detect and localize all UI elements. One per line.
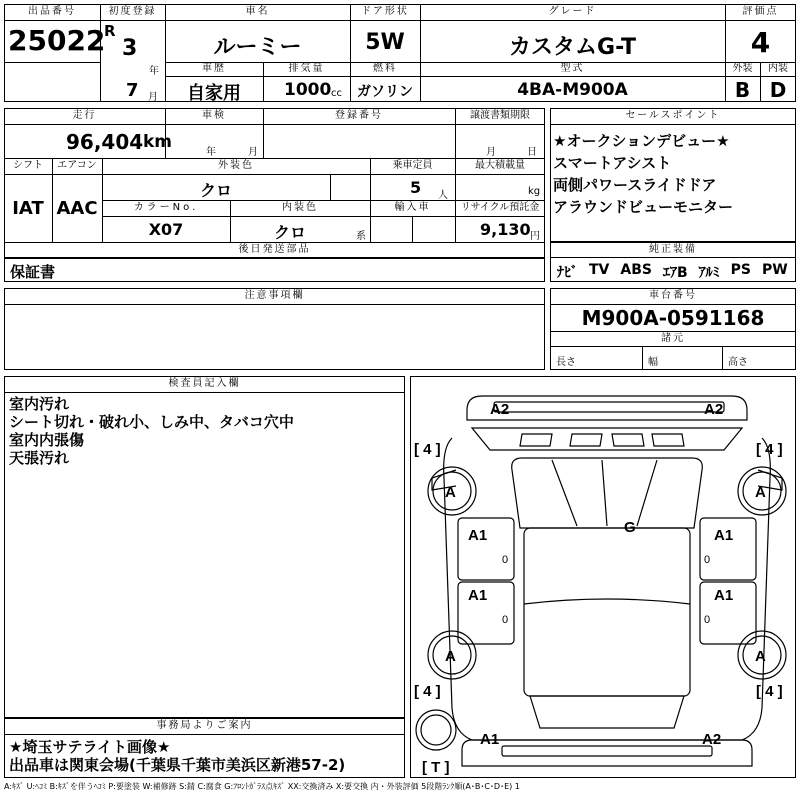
hood-outline [472, 428, 742, 450]
color-no: X07 [148, 220, 184, 239]
door-type: 5W [365, 30, 405, 55]
roof-outline [524, 528, 690, 696]
divider [725, 20, 796, 21]
fuel: ガソリン [357, 84, 413, 100]
ext-color: クロ [199, 181, 232, 200]
divider [4, 124, 545, 125]
int-color: クロ [273, 223, 306, 242]
car-damage-diagram [412, 378, 794, 778]
model-code: 4BA-M900A [517, 80, 628, 100]
notes-label: 注意事項欄 [244, 290, 305, 301]
damage-front-left: A2 [490, 401, 510, 418]
specs-label: 諸元 [661, 333, 685, 344]
sales-point: 両側パワースライドドア [553, 176, 717, 194]
shift-label: シフト [13, 160, 43, 171]
plate-label: 登録番号 [335, 110, 383, 121]
grade: カスタムG-T [509, 35, 636, 60]
divider [4, 62, 100, 63]
damage-rear-left: A1 [480, 731, 500, 748]
shift: IAT [12, 198, 44, 219]
divider [4, 20, 725, 21]
spare-tire-inner [421, 715, 451, 745]
sales-point: スマートアシスト [553, 154, 672, 172]
recycle-fee: 9,130 [480, 220, 531, 239]
ext-grade-label: 外装 [732, 63, 753, 74]
rear-plate-outline [502, 746, 712, 756]
windshield-outline [512, 458, 703, 528]
mileage-unit: km [143, 132, 173, 152]
divider [550, 257, 796, 258]
mileage-label: 走行 [72, 110, 97, 121]
hood-vents [520, 434, 684, 446]
fuel-label: 燃料 [373, 63, 397, 74]
door-rl-zero: 0 [502, 614, 509, 626]
divider [550, 124, 796, 125]
divider [412, 216, 413, 242]
damage-rear-right: A2 [702, 731, 722, 748]
seats: 5 [410, 178, 422, 197]
tire-depth-rr: [ 4 ] [756, 683, 783, 700]
damage-front-right: A2 [704, 401, 724, 418]
car-name: ルーミー [213, 35, 302, 60]
equipment-item: PS [730, 262, 751, 278]
door-label: ドア形状 [361, 6, 409, 17]
score: 4 [750, 26, 771, 59]
ext-grade: B [734, 78, 751, 102]
damage-tire-rl: A [445, 648, 456, 665]
spec-length-label: 長さ [556, 357, 576, 368]
inspection-month-unit: 月 [248, 147, 258, 158]
max-load-label: 最大積載量 [475, 160, 525, 171]
divider [102, 216, 545, 217]
equipment-item: ABS [620, 262, 652, 278]
inspector-notes [9, 395, 294, 467]
transfer-month-unit: 月 [486, 147, 496, 158]
divider [722, 346, 723, 370]
later-parts-label: 後日発送部品 [238, 244, 311, 255]
aircon: AAC [56, 198, 98, 219]
reg-year: 3 [122, 36, 138, 61]
equipment-item: TV [589, 262, 610, 278]
rear-window-outline [530, 696, 684, 728]
divider [4, 174, 545, 175]
divider [4, 392, 405, 393]
transfer-day-unit: 日 [527, 147, 537, 158]
divider [4, 304, 545, 305]
mileage: 96,404 [66, 130, 144, 154]
reg-year-unit: 年 [149, 66, 159, 77]
reg-month: 7 [126, 80, 139, 101]
chassis-number: M900A-0591168 [581, 306, 765, 330]
damage-tire-fl: A [445, 484, 456, 501]
reg-label: 初度登録 [108, 6, 157, 17]
inspector-label: 検査員記入欄 [168, 378, 241, 389]
int-color-unit: 系 [356, 231, 366, 242]
score-label: 評価点 [742, 6, 779, 17]
sales-point: アラウンドビューモニター [553, 198, 734, 216]
reg-era: R [104, 22, 116, 40]
inspection-label: 車検 [202, 110, 226, 121]
seats-unit: 人 [438, 190, 448, 201]
tire-depth-rl: [ 4 ] [414, 683, 441, 700]
divider [330, 174, 331, 200]
spec-height-label: 高さ [728, 357, 748, 368]
later-parts: 保証書 [10, 263, 56, 281]
divider [4, 734, 405, 735]
spec-width-label: 幅 [648, 357, 658, 368]
lot-number: 25022 [8, 24, 106, 57]
inspector-line: 室内汚れ [9, 395, 70, 413]
inspector-line: 天張汚れ [9, 449, 70, 467]
sales-points-list [553, 130, 733, 218]
grade-label: グレード [548, 6, 597, 17]
office-line: 出品車は関東会場(千葉県千葉市美浜区新港57-2) [9, 756, 346, 774]
tire-depth-fr: [ 4 ] [756, 441, 783, 458]
history: 自家用 [187, 83, 241, 104]
damage-door-fr: A1 [714, 527, 734, 544]
divider [550, 304, 796, 305]
recycle-label: リサイクル預託金 [460, 202, 540, 213]
inspector-line: 室内内張傷 [9, 431, 85, 449]
equipment-item: PW [762, 262, 788, 278]
damage-door-rl: A1 [468, 587, 488, 604]
lot-label: 出品番号 [28, 6, 76, 17]
sales-points-label: セールスポイント [625, 110, 721, 121]
import-label: 輸入車 [394, 202, 431, 213]
door-fr-zero: 0 [704, 554, 711, 566]
displacement-label: 排気量 [288, 63, 325, 74]
sales-point: ★オークションデビュー★ [553, 132, 730, 150]
damage-tire-fr: A [755, 484, 766, 501]
door-rr-zero: 0 [704, 614, 711, 626]
later-parts-box [4, 258, 545, 282]
divider [165, 76, 796, 77]
office-label: 事務局よりご案内 [156, 720, 253, 731]
damage-tire-rr: A [755, 648, 766, 665]
roof-line [524, 599, 690, 604]
car-name-label: 車名 [245, 6, 270, 17]
divider [642, 346, 643, 370]
transfer-label: 譲渡書類期限 [470, 110, 530, 121]
ext-color-label: 外装色 [218, 160, 254, 171]
model-label: 型式 [560, 63, 585, 74]
spare-tire-outline [416, 710, 456, 750]
tire-depth-fl: [ 4 ] [414, 441, 441, 458]
damage-door-fl: A1 [468, 527, 488, 544]
chassis-label: 車台番号 [649, 290, 697, 301]
equipment-list [557, 262, 788, 282]
int-grade: D [769, 78, 787, 102]
int-grade-label: 内装 [768, 63, 788, 74]
damage-roof: G [624, 519, 636, 536]
office-notice [9, 738, 345, 774]
door-fl-zero: 0 [502, 554, 509, 566]
displacement: 1000 [284, 80, 332, 100]
reg-month-unit: 月 [148, 92, 158, 103]
history-label: 車歴 [202, 63, 226, 74]
equipment-item: ｱﾙﾐ [698, 265, 720, 281]
damage-door-rr: A1 [714, 587, 734, 604]
damage-legend: A:ｷｽﾞ U:ﾍｺﾐ B:ｷｽﾞを伴うﾍｺﾐ P:要塗装 W:補修跡 S:錆 C:腐食 G:ﾌﾛﾝﾄｶﾞﾗｽ点ｷｽﾞ XX:交換済み X:要交換 内・外装評価 5段階ﾗﾝｸ順(A･B･C･D･E) 1 [4, 782, 520, 791]
seats-label: 乗車定員 [392, 160, 433, 171]
aircon-label: エアコン [57, 160, 97, 171]
color-no-label: カラーNo. [133, 202, 199, 213]
recycle-unit: 円 [530, 231, 540, 242]
equipment-label: 純正装備 [649, 244, 697, 255]
inspection-year-unit: 年 [206, 147, 216, 158]
displacement-unit: cc [331, 88, 342, 99]
max-load-unit: kg [528, 186, 541, 197]
equipment-item: ｴｱB [662, 265, 688, 281]
front-grille-outline [494, 402, 724, 412]
divider [550, 346, 796, 347]
int-color-label: 内装色 [282, 202, 318, 213]
windshield-lines [552, 460, 657, 526]
spare-tire-label: [ T ] [422, 759, 450, 776]
inspector-line: シート切れ・破れ小、しみ中、タバコ穴中 [9, 413, 294, 431]
office-line: ★埼玉サテライト画像★ [9, 738, 171, 756]
equipment-item: ﾅﾋﾞ [557, 265, 578, 281]
